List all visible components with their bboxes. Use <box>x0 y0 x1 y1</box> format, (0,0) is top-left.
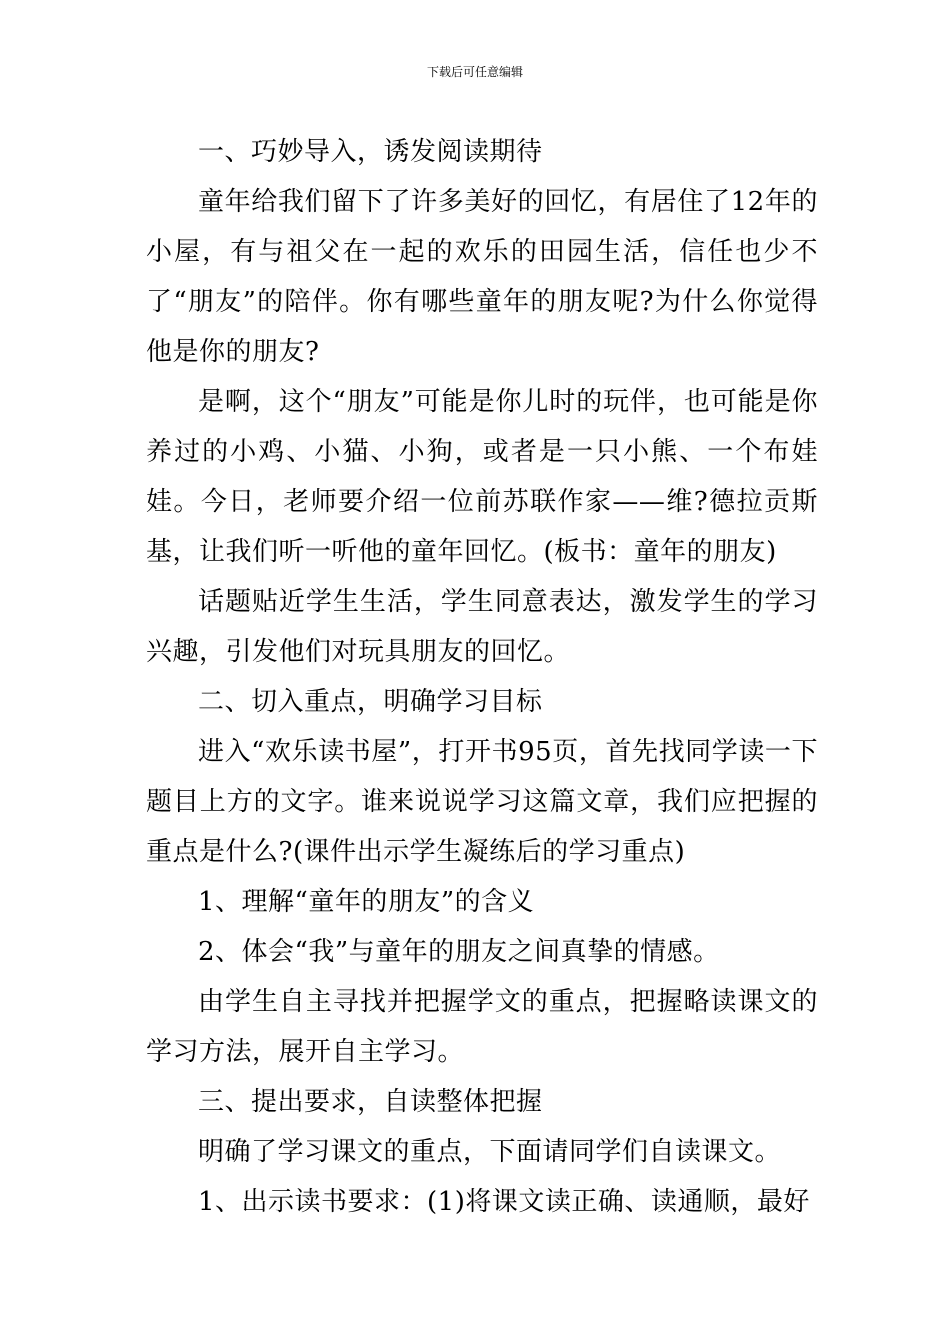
document-body <box>146 127 818 1227</box>
list-item: 2、体会“我”与童年的朋友之间真挚的情感。 <box>198 937 720 967</box>
paragraph: 是啊，这个“朋友”可能是你儿时的玩伴，也可能是你养过的小鸡、小猫、小狗，或者是一只小熊、一个布娃娃。今日，老师要介绍一位前苏联作家——维?德拉贡斯基，让我们听一听他的童年回忆。(板书：童年的朋友) <box>146 387 818 567</box>
paragraph: 进入“欢乐读书屋”，打开书95页，首先找同学读一下题目上方的文字。谁来说说学习这篇文章，我们应把握的重点是什么?(课件出示学生凝练后的学习重点) <box>146 737 818 867</box>
list-item: 1、出示读书要求：(1)将课文读正确、读通顺，最好 <box>198 1187 810 1217</box>
paragraph: 由学生自主寻找并把握学文的重点，把握略读课文的学习方法，展开自主学习。 <box>146 987 818 1067</box>
list-item: 1、理解“童年的朋友”的含义 <box>198 887 535 917</box>
page-header: 下载后可任意编辑 <box>426 65 523 79</box>
paragraph: 话题贴近学生生活，学生同意表达，激发学生的学习兴趣，引发他们对玩具朋友的回忆。 <box>146 587 818 667</box>
paragraph: 童年给我们留下了许多美好的回忆，有居住了12年的小屋，有与祖父在一起的欢乐的田园生活，信任也少不了“朋友”的陪伴。你有哪些童年的朋友呢?为什么你觉得他是你的朋友? <box>146 187 818 367</box>
paragraph: 明确了学习课文的重点，下面请同学们自读课文。 <box>198 1137 782 1167</box>
section-heading-1: 一、巧妙导入，诱发阅读期待 <box>198 137 543 167</box>
section-heading-3: 三、提出要求，自读整体把握 <box>198 1087 543 1117</box>
section-heading-2: 二、切入重点，明确学习目标 <box>198 687 543 717</box>
